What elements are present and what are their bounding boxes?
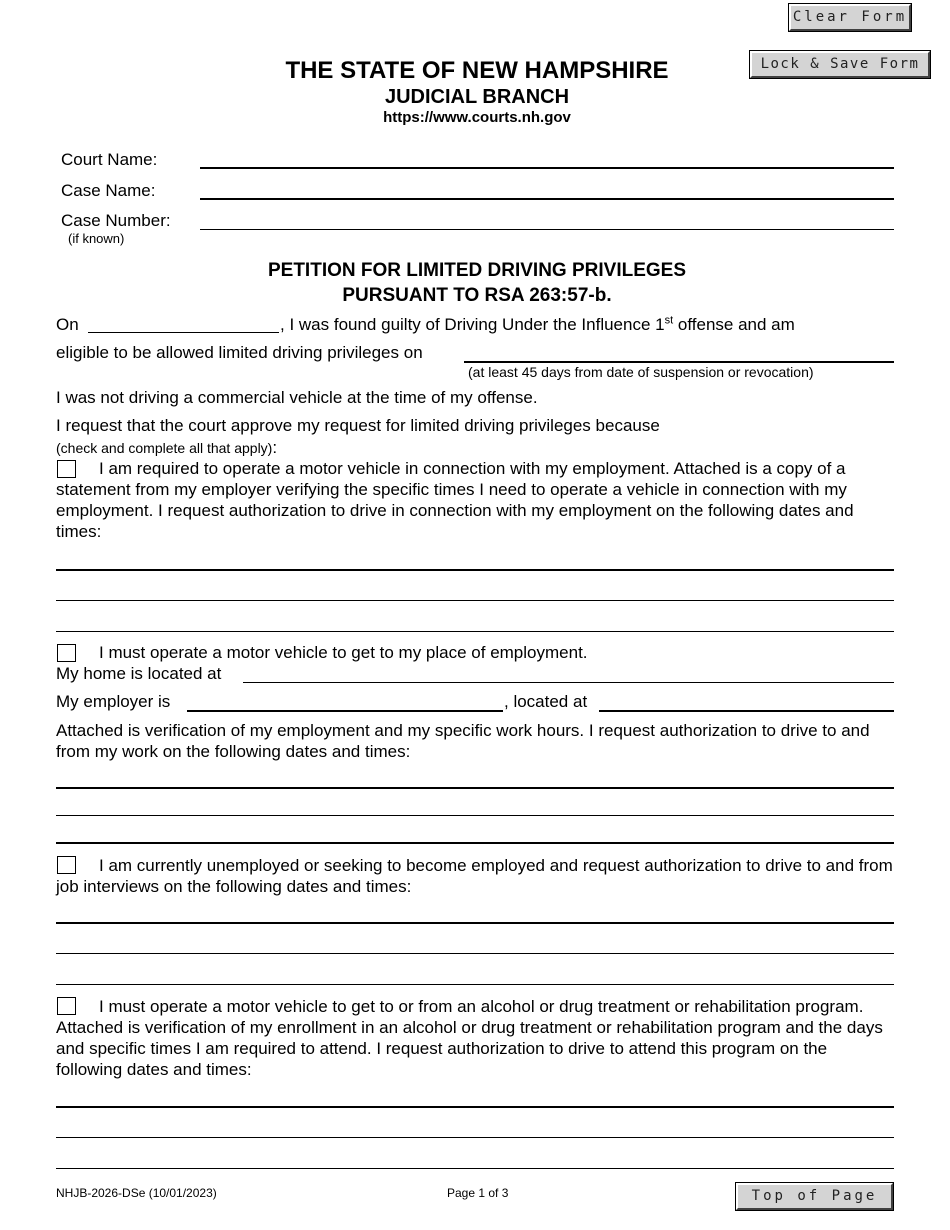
interview-dates-line-3[interactable] <box>56 984 894 985</box>
commute-dates-line-3[interactable] <box>56 842 894 844</box>
on-label: On <box>56 315 79 334</box>
commute-text: I must operate a motor vehicle to get to my place of employment. <box>99 643 588 662</box>
commute-dates-line-1[interactable] <box>56 787 894 789</box>
page-number: Page 1 of 3 <box>447 1186 509 1200</box>
eligible-note: (at least 45 days from date of suspension or revocation) <box>468 364 814 380</box>
found-guilty-text: , I was found guilty of Driving Under the Influence 1st offense and am <box>280 314 795 334</box>
eligible-date-field[interactable] <box>464 361 894 363</box>
case-name-label: Case Name: <box>61 181 156 200</box>
check-note: (check and complete all that apply): <box>56 438 278 457</box>
case-number-note: (if known) <box>68 231 125 246</box>
branch-heading: JUDICIAL BRANCH <box>384 86 570 108</box>
employment-dates-line-3[interactable] <box>56 631 894 632</box>
commute-attached-text: Attached is verification of my employment and my specific work hours. I request authorization to drive to and from my work on the following dates and times: <box>56 721 870 761</box>
conviction-date-field[interactable] <box>88 332 279 333</box>
employment-dates-line-2[interactable] <box>56 600 894 601</box>
case-name-field[interactable] <box>200 198 894 200</box>
treatment-dates-line-1[interactable] <box>56 1106 894 1108</box>
home-address-field[interactable] <box>243 682 894 683</box>
case-number-field[interactable] <box>200 229 894 230</box>
employer-name-field[interactable] <box>187 710 503 712</box>
employment-operation-text: I am required to operate a motor vehicle in connection with my employment. Attached is a copy of a statement from my employer verifying the specific times I need to operate a vehicle in connection with my employment. I request authorization to drive in connection with my employment on the following dates and times: <box>56 459 854 541</box>
employer-label: My employer is <box>56 692 171 711</box>
not-commercial-text: I was not driving a commercial vehicle at the time of my offense. <box>56 388 538 407</box>
treatment-dates-line-2[interactable] <box>56 1137 894 1138</box>
job-interview-text: I am currently unemployed or seeking to become employed and request authorization to drive to and from job interviews on the following dates and times: <box>56 856 893 896</box>
request-text: I request that the court approve my request for limited driving privileges because <box>56 416 660 435</box>
home-address-label: My home is located at <box>56 664 222 683</box>
commute-dates-line-2[interactable] <box>56 815 894 816</box>
court-name-field[interactable] <box>200 167 894 169</box>
interview-dates-line-2[interactable] <box>56 953 894 954</box>
court-url: https://www.courts.nh.gov <box>383 109 571 126</box>
top-of-page-button[interactable]: Top of Page <box>736 1183 893 1210</box>
employer-location-field[interactable] <box>599 710 894 712</box>
eligible-text: eligible to be allowed limited driving privileges on <box>56 343 423 362</box>
case-number-label: Case Number: <box>61 211 171 230</box>
commute-checkbox[interactable] <box>57 644 76 662</box>
petition-title-line1: PETITION FOR LIMITED DRIVING PRIVILEGES <box>267 260 687 281</box>
treatment-dates-line-3[interactable] <box>56 1168 894 1169</box>
employer-location-label: , located at <box>504 692 588 711</box>
employment-dates-line-1[interactable] <box>56 569 894 571</box>
petition-title-line2: PURSUANT TO RSA 263:57-b. <box>342 285 612 306</box>
treatment-program-text: I must operate a motor vehicle to get to or from an alcohol or drug treatment or rehabilitation program. Attached is verification of my enrollment in an alcohol or drug treatment or rehabilitation program and the days and specific times I am required to attend. I request authorization to drive to attend this program on the following dates and times: <box>56 997 883 1079</box>
state-heading: THE STATE OF NEW HAMPSHIRE <box>285 57 669 84</box>
court-name-label: Court Name: <box>61 150 158 169</box>
form-id: NHJB-2026-DSe (10/01/2023) <box>56 1186 217 1200</box>
lock-save-form-button[interactable]: Lock & Save Form <box>750 51 930 78</box>
clear-form-button[interactable]: Clear Form <box>789 4 911 31</box>
interview-dates-line-1[interactable] <box>56 922 894 924</box>
